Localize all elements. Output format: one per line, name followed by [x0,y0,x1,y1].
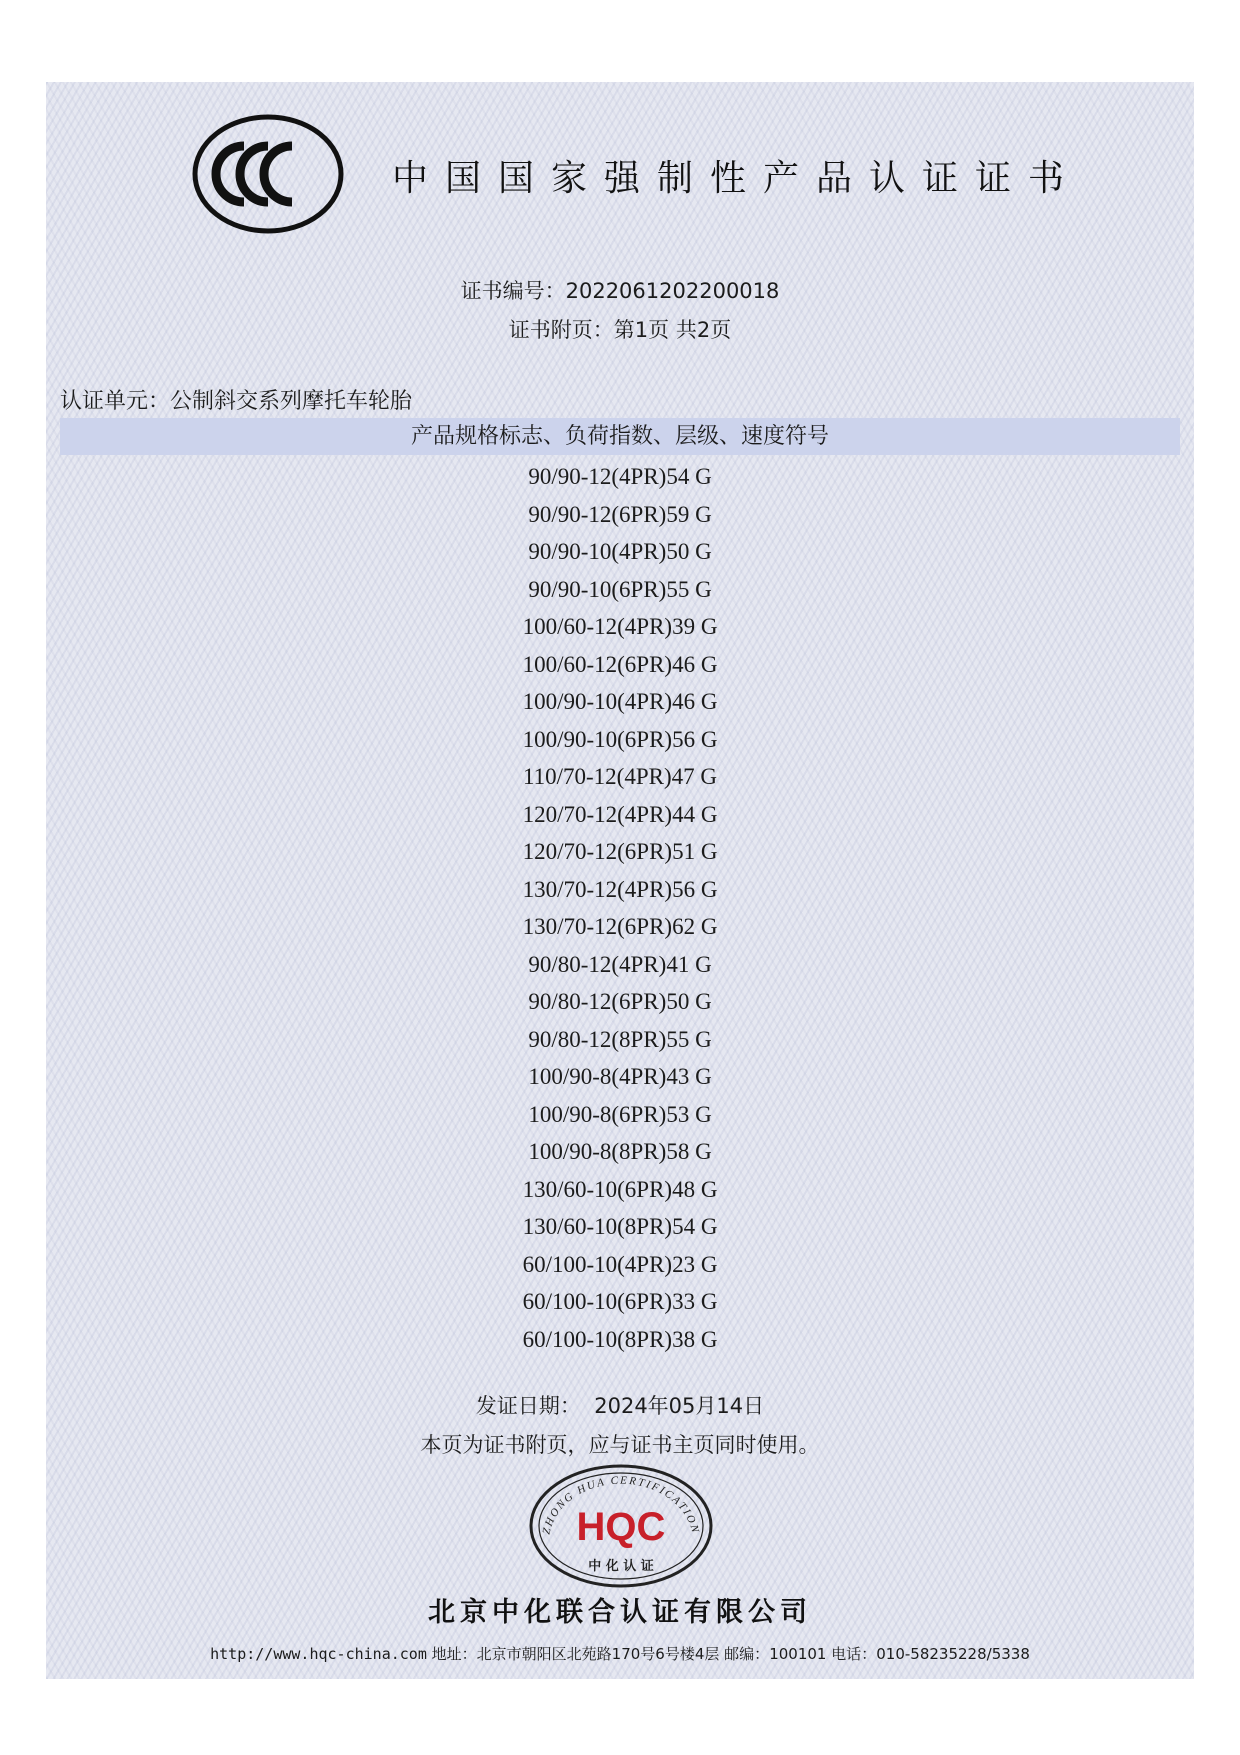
hqc-seal [526,1462,716,1590]
spec-item: 100/60-12(6PR)46 G [522,651,718,677]
spec-item: 100/60-12(4PR)39 G [522,614,718,639]
issue-date-line [0,1390,1240,1420]
usage-note: 本页为证书附页，应与证书主页同时使用。 [420,1433,820,1457]
issue-date-label: 发证日期： [475,1394,581,1418]
svg-text:CCC: CCC [92,14,95,15]
spec-item: 60/100-10(4PR)23 G [522,1251,718,1277]
certificate-number-line [0,275,1240,305]
certificate-number-label: 证书编号： [460,279,566,303]
seal-mark: HQC [576,1505,666,1549]
spec-item: 130/60-10(6PR)48 G [522,1176,718,1202]
spec-item: 100/90-8(4PR)43 G [528,1064,712,1089]
spec-item: 60/100-10(8PR)38 G [522,1326,718,1352]
seal-arc-text: ZHONG HUA CERTIFICATION [540,1474,702,1536]
seal-bottom-text: 中 化 认 证 [588,1559,654,1574]
spec-item: 90/80-12(6PR)50 G [528,989,712,1014]
ccc-logo [92,14,344,234]
certification-unit-label: 认证单元： [60,389,171,414]
spec-item: 130/70-12(6PR)62 G [522,914,718,939]
attachment-page-value: 第1页 共2页 [613,318,732,342]
spec-item: 90/90-10(6PR)55 G [528,576,712,602]
footer-phone: 010-58235228/5338 [876,1645,1030,1663]
certificate-title: 中国国家强制性产品认证证书 [392,158,1082,199]
spec-item: 90/90-12(4PR)54 G [528,464,712,489]
issue-date: 2024年05月14日 [594,1394,765,1418]
spec-item: 120/70-12(6PR)51 G [522,839,718,864]
spec-item: 130/70-12(4PR)56 G [522,876,718,902]
spec-item: 90/80-12(8PR)55 G [528,1026,712,1052]
certification-unit [60,384,412,415]
footer-postcode-label: 邮编： [724,1645,770,1663]
certificate-number: 2022061202200018 [565,279,780,303]
footer-address-label: 地址： [431,1645,477,1663]
spec-item: 120/70-12(4PR)44 G [522,801,718,827]
attachment-page-line [0,314,1240,344]
spec-item: 90/90-12(6PR)59 G [528,501,712,527]
footer-contact [0,1643,1240,1664]
spec-list [0,458,1240,1358]
attachment-page-label: 证书附页： [508,318,614,342]
spec-item: 100/90-8(8PR)58 G [528,1139,712,1164]
spec-item: 90/80-12(4PR)41 G [528,951,712,977]
spec-item: 100/90-10(4PR)46 G [522,689,718,714]
spec-item: 100/90-8(6PR)53 G [528,1101,712,1127]
footer-phone-label: 电话： [831,1645,877,1663]
spec-item: 60/100-10(6PR)33 G [522,1289,718,1314]
footer-url[interactable]: http://www.hqc-china.com [210,1645,427,1663]
footer-postcode: 100101 [769,1645,827,1663]
footer-address: 北京市朝阳区北苑路170号6号楼4层 [476,1645,720,1663]
spec-item: 90/90-10(4PR)50 G [528,539,712,564]
company-name: 北京中化联合认证有限公司 [428,1597,812,1628]
spec-item: 130/60-10(8PR)54 G [522,1214,718,1239]
certification-unit-value: 公制斜交系列摩托车轮胎 [170,389,413,414]
spec-item: 110/70-12(4PR)47 G [522,764,717,789]
spec-table-header: 产品规格标志、负荷指数、层级、速度符号 [60,418,1180,455]
spec-item: 100/90-10(6PR)56 G [522,726,718,752]
